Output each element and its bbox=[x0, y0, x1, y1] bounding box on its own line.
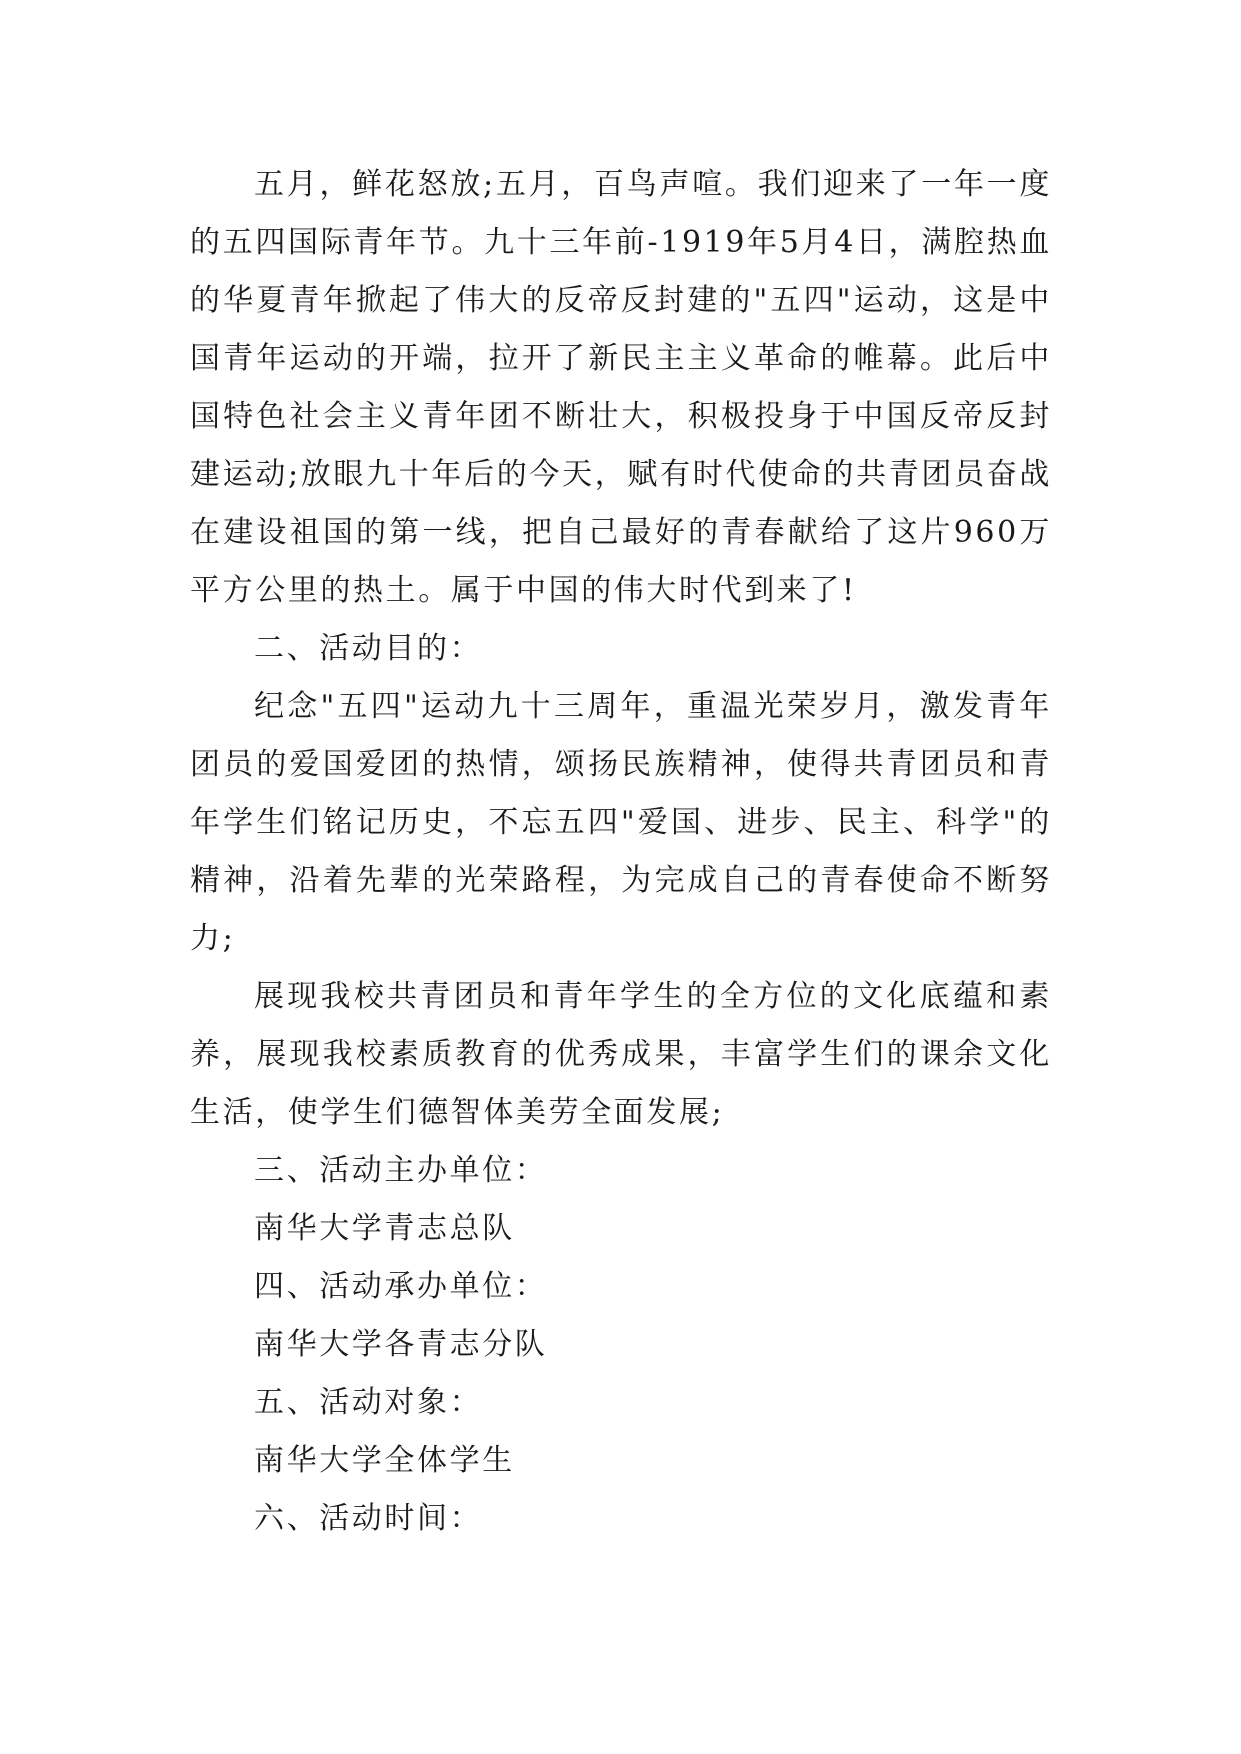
document-body bbox=[190, 156, 1052, 1548]
section-heading-organizer: 三、活动主办单位： bbox=[254, 1153, 548, 1188]
intro-paragraph: 五月，鲜花怒放;五月，百鸟声喧。我们迎来了一年一度的五四国际青年节。九十三年前-1919年5月4日，满腔热血的华夏青年掀起了伟大的反帝反封建的"五四"运动，这是中国青年运动的开端，拉开了新民主主义革命的帷幕。此后中国特色社会主义青年团不断壮大，积极投身于中国反帝反封建运动;放眼九十年后的今天，赋有时代使命的共青团员奋战在建设祖国的第一线，把自己最好的青春献给了这片960万平方公里的热土。属于中国的伟大时代到来了! bbox=[190, 167, 1052, 608]
audience-value: 南华大学全体学生 bbox=[254, 1443, 515, 1478]
section-heading-time: 六、活动时间： bbox=[254, 1501, 483, 1536]
purpose-paragraph-2: 展现我校共青团员和青年学生的全方位的文化底蕴和素养，展现我校素质教育的优秀成果，丰富学生们的课余文化生活，使学生们德智体美劳全面发展; bbox=[190, 979, 1052, 1130]
purpose-paragraph-1: 纪念"五四"运动九十三周年，重温光荣岁月，激发青年团员的爱国爱团的热情，颂扬民族精神，使得共青团员和青年学生们铭记历史，不忘五四"爱国、进步、民主、科学"的精神，沿着先辈的光荣路程，为完成自己的青春使命不断努力; bbox=[190, 689, 1052, 956]
host-value: 南华大学各青志分队 bbox=[254, 1327, 548, 1362]
section-heading-purpose: 二、活动目的： bbox=[254, 631, 483, 666]
section-heading-host: 四、活动承办单位： bbox=[254, 1269, 548, 1304]
organizer-value: 南华大学青志总队 bbox=[254, 1211, 515, 1246]
section-heading-audience: 五、活动对象： bbox=[254, 1385, 483, 1420]
